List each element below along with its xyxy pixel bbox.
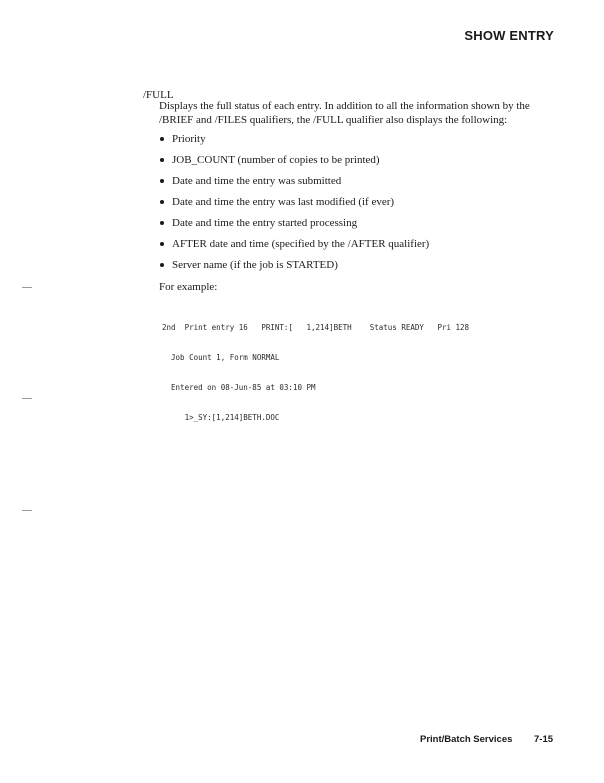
code-line: Job Count 1, Form NORMAL — [162, 353, 280, 362]
bullet-icon — [160, 200, 164, 204]
bullet-item — [159, 195, 429, 216]
scan-artifact — [22, 287, 32, 288]
code-line: 1>_SY:[1,214]BETH.DOC — [162, 413, 280, 422]
bullet-item — [159, 174, 429, 195]
footer-page-number: 7-15 — [534, 734, 554, 745]
bullet-icon — [160, 137, 164, 141]
bullet-icon — [160, 263, 164, 267]
bullet-icon — [160, 158, 164, 162]
example-intro: For example: — [159, 281, 218, 293]
footer-section-name: Print/Batch Services — [420, 734, 513, 745]
bullet-list — [159, 132, 429, 279]
bullet-item — [159, 153, 429, 174]
bullet-item — [159, 132, 429, 153]
bullet-icon — [160, 242, 164, 246]
qualifier-description: Displays the full status of each entry. In addition to all the information shown by the /BRIEF and /FILES qualifiers, the /FULL qualifier also displays the following: — [159, 100, 530, 126]
example-code-block — [162, 303, 469, 443]
qualifier-name: /FULL — [143, 89, 174, 101]
bullet-text: Server name (if the job is STARTED) — [172, 259, 338, 271]
page-header-title: SHOW ENTRY — [464, 28, 554, 43]
bullet-text: Priority — [172, 133, 206, 145]
bullet-item — [159, 237, 429, 258]
bullet-text: Date and time the entry was submitted — [172, 175, 342, 187]
bullet-text: AFTER date and time (specified by the /AFTER qualifier) — [172, 238, 430, 250]
bullet-text: JOB_COUNT (number of copies to be printed) — [172, 154, 380, 166]
bullet-item — [159, 216, 429, 237]
bullet-icon — [160, 221, 164, 225]
bullet-text: Date and time the entry was last modified (if ever) — [172, 196, 395, 208]
bullet-text: Date and time the entry started processing — [172, 217, 358, 229]
scan-artifact — [22, 510, 32, 511]
bullet-item — [159, 258, 429, 279]
code-line: Entered on 08-Jun-85 at 03:10 PM — [162, 383, 316, 392]
bullet-icon — [160, 179, 164, 183]
scan-artifact — [22, 398, 32, 399]
code-line: 2nd Print entry 16 PRINT:[ 1,214]BETH Status READY Pri 128 — [162, 323, 470, 332]
